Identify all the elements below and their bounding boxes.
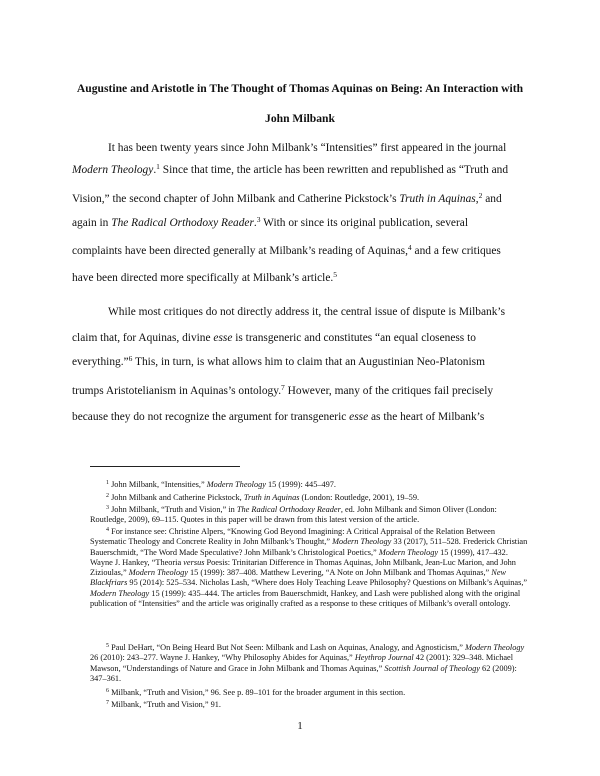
footnote-3: $^3$ John Milbank, “Truth and Vision,” in The Radical Orthodoxy Reader, ed. John Milbank and Simon Oliver (London: Routledge, 2009), 69–115. Quotes in this paper will be drawn from this latest version of the article. [90,505,497,525]
body-line: everything.”$^6$ This, in turn, is what allows him to claim that an Augustinian Neo-Platonism [72,354,485,368]
footnote-1: $^1$ John Milbank, “Intensities,” Modern Theology 15 (1999): 445–497. [106,480,337,489]
footnote-ref: 6 [128,354,133,363]
footnote-5: $^5$ Paul DeHart, “On Being Heard But Not Seen: Milbank and Lash on Aquinas, Analogy, and Agnosticism,” Modern Theology 26 (2010): 243–277. Wayne J. Hankey, “Why Philosophy Abides for Aquinas,” Heythrop Journal 42 (2001): 329–348. Michael Mawson, “Understandings of Nature and Grace in John Milbank and Thomas Aquinas,” Scottish Journal of Theology 62 (2009): 347–361. [90,643,525,683]
body-line: While most critiques do not directly address it, the central issue of dispute is Milbank’s [108,306,506,318]
footnote-ref: 2 [478,191,483,200]
footnote-2: $^2$ John Milbank and Catherine Pickstock, Truth in Aquinas (London: Routledge, 2001), 19–59. [106,493,420,502]
footnote-ref: 4 [407,243,412,252]
body-line: It has been twenty years since John Milbank’s “Intensities” first appeared in the journal [108,142,507,154]
body-line: complaints have been directed generally at Milbank’s reading of Aquinas,$^4$ and a few critiques [72,243,501,257]
body-line: have been directed more specifically at Milbank’s article.$^5$ [72,270,337,284]
footnote-ref: 1 [156,162,160,171]
footnote-4: $^4$ For instance see: Christine Alpers, “Knowing God Beyond Imagining: A Critical Appraisal of the Relation Between Systematic Theology and Concrete Reality in John Milbank’s Thought,” Modern Theology 33 (2017), 511–528. Frederick Christian Bauerschmidt, “The Word Made Speculative? John Milbank’s Christological Poetics,” Modern Theology 15 (1999), 417–432. Wayne J. Hankey, “Theoria versus Poesis: Trinitarian Difference in Thomas Aquinas, John Milbank, Jean-Luc Marion, and John Zizioulas,” Modern Theology 15 (1999): 387–408. Matthew Levering, “A Note on John Milbank and Thomas Aquinas,” New Blackfriars 95 (2014): 525–534. Nicholas Lash, “Where does Holy Teaching Leave Philosophy? Questions on Milbank’s Aquinas,” Modern Theology 15 (1999): 435–444. The articles from Bauerschmidt, Hankey, and Lash were published along with the original publication of “Intensities” and the article was originally crafted as a response to these critiques of Milbank’s overall ontology. [90,527,528,609]
body-line: Modern Theology.$^1$ Since that time, the article has been rewritten and republished as “Truth and [72,162,509,176]
body-line: Vision,” the second chapter of John Milbank and Catherine Pickstock’s Truth in Aquinas,$^2$ and [72,191,502,205]
body-line: again in The Radical Orthodoxy Reader.$^3$ With or since its original publication, several [72,215,468,229]
paper-title-line-2: John Milbank [265,112,335,125]
paper-title-line-1: Augustine and Aristotle in The Thought of Thomas Aquinas on Being: An Interaction with [76,82,524,95]
footnote-separator [90,466,240,467]
footnote-ref: 5 [333,270,337,279]
body-line: because they do not recognize the argument for transgeneric esse as the heart of Milbank’s [72,411,485,423]
body-line: claim that, for Aquinas, divine esse is transgeneric and constitutes “an equal closeness to [72,332,476,344]
page-number: 1 [297,720,303,732]
footnote-ref: 3 [256,215,261,224]
body-line: trumps Aristotelianism in Aquinas’s ontology.$^7$ However, many of the critiques fail precisely [72,383,494,397]
footnote-6: $^6$ Milbank, “Truth and Vision,” 96. See p. 89–101 for the broader argument in this section. [106,688,406,697]
footnote-7: $^7$ Milbank, “Truth and Vision,” 91. [106,700,221,709]
footnote-ref: 7 [281,383,285,392]
